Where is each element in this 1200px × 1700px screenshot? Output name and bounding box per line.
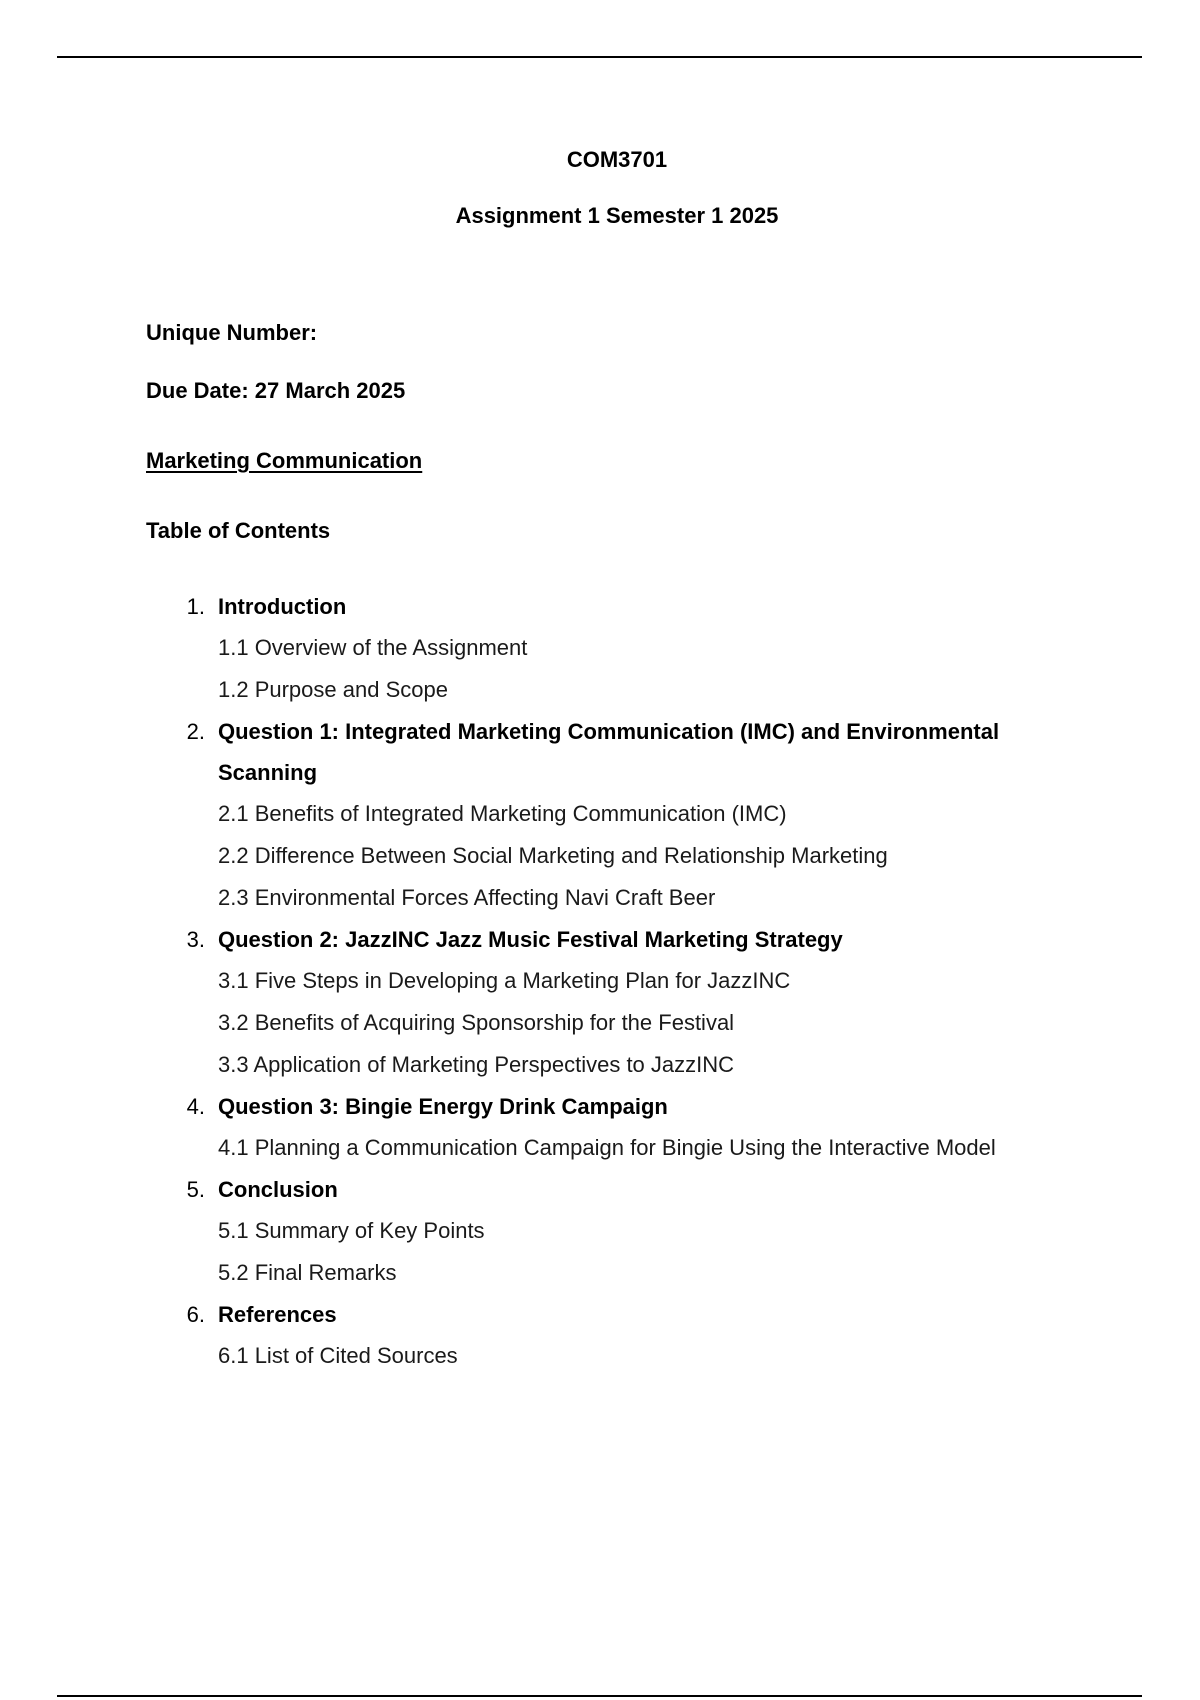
table-of-contents xyxy=(0,586,1200,1377)
course-code: COM3701 xyxy=(566,147,668,172)
toc-subsection: 3.1 Five Steps in Developing a Marketing Plan for JazzINC xyxy=(218,968,791,993)
due-date-label: Due Date: 27 March 2025 xyxy=(146,378,406,403)
toc-section-title: Conclusion xyxy=(218,1177,338,1202)
bottom-rule xyxy=(57,1695,1142,1697)
toc-subsection: 1.1 Overview of the Assignment xyxy=(218,635,528,660)
toc-subsection: 5.1 Summary of Key Points xyxy=(218,1218,485,1243)
toc-section-question-2 xyxy=(0,919,1200,1086)
toc-section-references xyxy=(0,1294,1200,1377)
toc-section-conclusion xyxy=(0,1169,1200,1294)
subject-title: Marketing Communication xyxy=(146,448,423,473)
toc-section-title: Question 1: Integrated Marketing Communication (IMC) and Environmental Scanning xyxy=(218,719,1000,785)
toc-section-title: Question 2: JazzINC Jazz Music Festival Marketing Strategy xyxy=(218,927,843,952)
toc-section-number: 1. xyxy=(186,594,205,619)
toc-section-question-1 xyxy=(0,711,1200,919)
toc-section-number: 5. xyxy=(186,1177,205,1202)
toc-section-number: 6. xyxy=(186,1302,205,1327)
toc-section-number: 2. xyxy=(186,719,205,744)
toc-section-title: Question 3: Bingie Energy Drink Campaign xyxy=(218,1094,668,1119)
toc-subsection: 2.3 Environmental Forces Affecting Navi Craft Beer xyxy=(218,885,716,910)
top-rule xyxy=(57,56,1142,58)
toc-subsection: 3.2 Benefits of Acquiring Sponsorship for the Festival xyxy=(218,1010,735,1035)
toc-subsection: 1.2 Purpose and Scope xyxy=(218,677,448,702)
toc-section-question-3 xyxy=(0,1086,1200,1169)
toc-subsection: 6.1 List of Cited Sources xyxy=(218,1343,458,1368)
toc-section-introduction xyxy=(0,586,1200,711)
toc-section-number: 4. xyxy=(186,1094,205,1119)
toc-heading: Table of Contents xyxy=(146,518,331,543)
toc-subsection: 2.1 Benefits of Integrated Marketing Communication (IMC) xyxy=(218,801,787,826)
toc-section-number: 3. xyxy=(186,927,205,952)
toc-subsection: 3.3 Application of Marketing Perspectives to JazzINC xyxy=(218,1052,735,1077)
unique-number-label: Unique Number: xyxy=(146,320,318,345)
toc-subsection: 4.1 Planning a Communication Campaign for Bingie Using the Interactive Model xyxy=(218,1135,996,1160)
toc-subsection: 2.2 Difference Between Social Marketing and Relationship Marketing xyxy=(218,843,888,868)
toc-section-title: Introduction xyxy=(218,594,347,619)
toc-subsection: 5.2 Final Remarks xyxy=(218,1260,397,1285)
toc-section-title: References xyxy=(218,1302,337,1327)
assignment-title: Assignment 1 Semester 1 2025 xyxy=(455,203,779,228)
